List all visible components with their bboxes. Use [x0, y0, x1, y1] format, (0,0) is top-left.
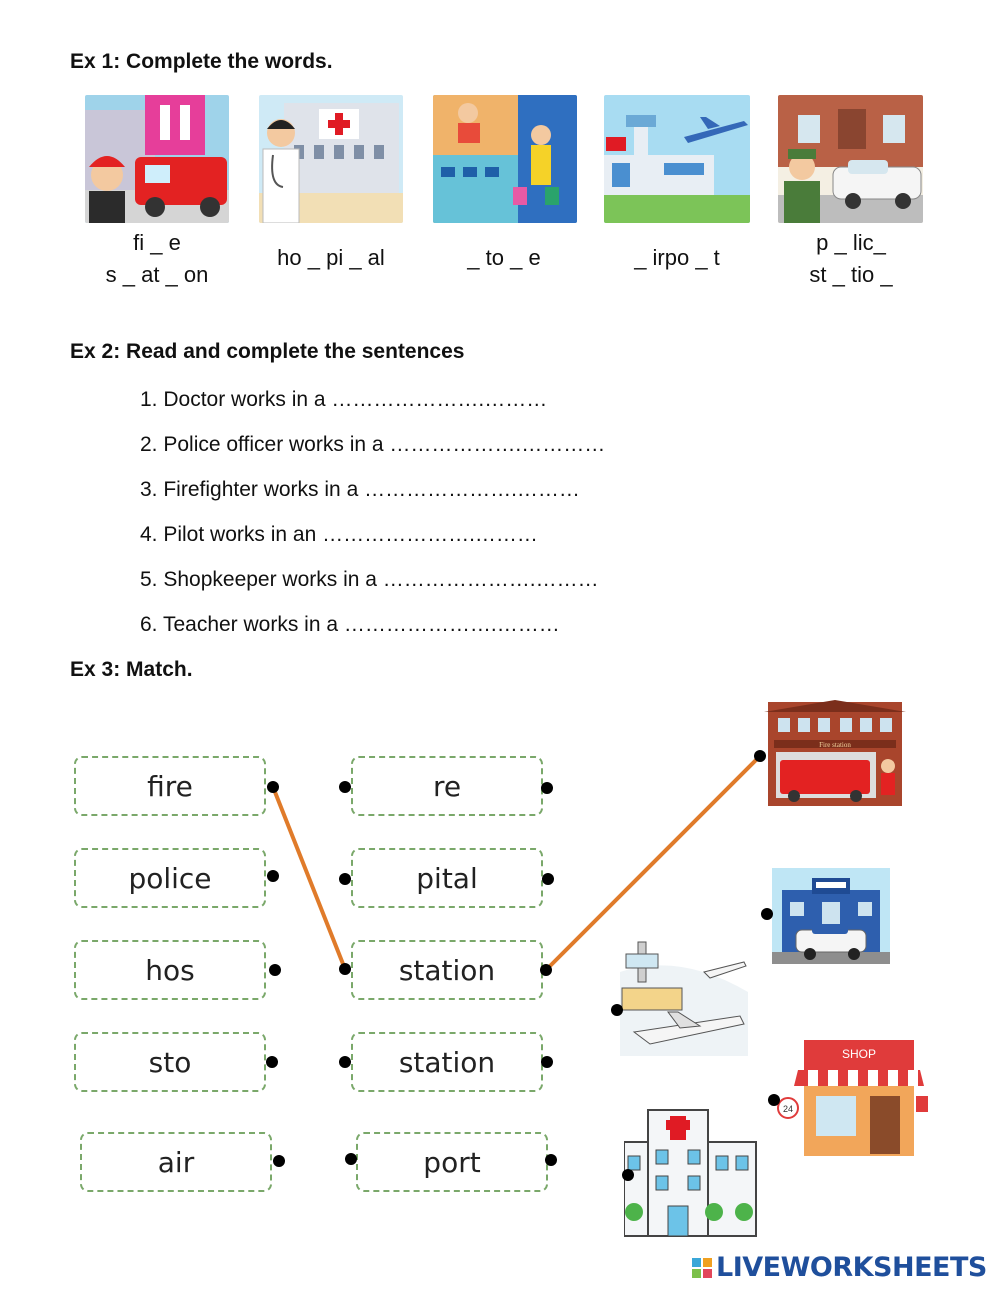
fire-station-sign: Fire station — [819, 741, 851, 749]
dot-right-station-1[interactable] — [540, 964, 552, 976]
liveworksheets-icon — [692, 1258, 712, 1278]
right-word-station-2[interactable]: station — [351, 1032, 543, 1092]
left-word-hos[interactable]: hos — [74, 940, 266, 1000]
left-word-air[interactable]: air — [80, 1132, 272, 1192]
sentence-2[interactable]: 2. Police officer works in a ……………….………… — [140, 433, 606, 456]
ex2-heading: Ex 2: Read and complete the sentences — [70, 340, 465, 363]
dot-mid-re[interactable] — [339, 781, 351, 793]
liveworksheets-wordmark: LIVEWORKSHEETS — [716, 1252, 987, 1283]
dot-picture-airport[interactable] — [611, 1004, 623, 1016]
sentence-3[interactable]: 3. Firefighter works in a ………………….……… — [140, 478, 580, 501]
ex1-word-store: _ to _ e — [467, 245, 541, 270]
match-picture-hospital — [624, 1106, 760, 1240]
ex3-heading: Ex 3: Match. — [70, 658, 193, 681]
right-word-station-1[interactable]: station — [351, 940, 543, 1000]
dot-picture-hospital[interactable] — [622, 1169, 634, 1181]
dot-mid-port[interactable] — [345, 1153, 357, 1165]
dot-left-sto[interactable] — [266, 1056, 278, 1068]
sentence-4[interactable]: 4. Pilot works in an ………………….……… — [140, 523, 538, 546]
sentence-5[interactable]: 5. Shopkeeper works in a ………………….……… — [140, 568, 599, 591]
ex1-word-airport: _ irpo _ t — [634, 245, 720, 270]
match-picture-shop — [776, 1036, 932, 1158]
left-word-sto[interactable]: sto — [74, 1032, 266, 1092]
right-word-re[interactable]: re — [351, 756, 543, 816]
right-word-pital[interactable]: pital — [351, 848, 543, 908]
dot-mid-station-1[interactable] — [339, 963, 351, 975]
shop-sign: SHOP — [841, 1047, 877, 1061]
match-picture-police-station — [772, 868, 890, 964]
dot-right-port[interactable] — [545, 1154, 557, 1166]
dot-right-re[interactable] — [541, 782, 553, 794]
dot-left-air[interactable] — [273, 1155, 285, 1167]
dot-picture-police-station[interactable] — [761, 908, 773, 920]
sentence-6[interactable]: 6. Teacher works in a ………………….……… — [140, 613, 560, 636]
match-line-fire-station — [273, 787, 345, 969]
dot-left-police[interactable] — [267, 870, 279, 882]
dot-mid-station-2[interactable] — [339, 1056, 351, 1068]
liveworksheets-logo — [692, 1252, 987, 1283]
left-word-fire[interactable]: fire — [74, 756, 266, 816]
dot-left-fire[interactable] — [267, 781, 279, 793]
right-word-port[interactable]: port — [356, 1132, 548, 1192]
dot-mid-pital[interactable] — [339, 873, 351, 885]
dot-right-pital[interactable] — [542, 873, 554, 885]
shop-badge: 24 — [782, 1104, 794, 1114]
dot-left-hos[interactable] — [269, 964, 281, 976]
ex1-heading: Ex 1: Complete the words. — [70, 50, 333, 73]
left-word-police[interactable]: police — [74, 848, 266, 908]
dot-picture-fire-station[interactable] — [754, 750, 766, 762]
match-picture-fire-station — [764, 700, 906, 808]
ex1-word-hospital: ho _ pi _ al — [277, 245, 385, 270]
ex1-word-fire-station: fi _ e s _ at _ on — [105, 230, 209, 287]
dot-right-station-2[interactable] — [541, 1056, 553, 1068]
dot-picture-shop[interactable] — [768, 1094, 780, 1106]
sentence-1[interactable]: 1. Doctor works in a ………………….……… — [140, 388, 548, 411]
match-picture-airport — [620, 932, 748, 1056]
ex1-word-police-station: p _ lic_ st _ tio _ — [809, 230, 893, 287]
